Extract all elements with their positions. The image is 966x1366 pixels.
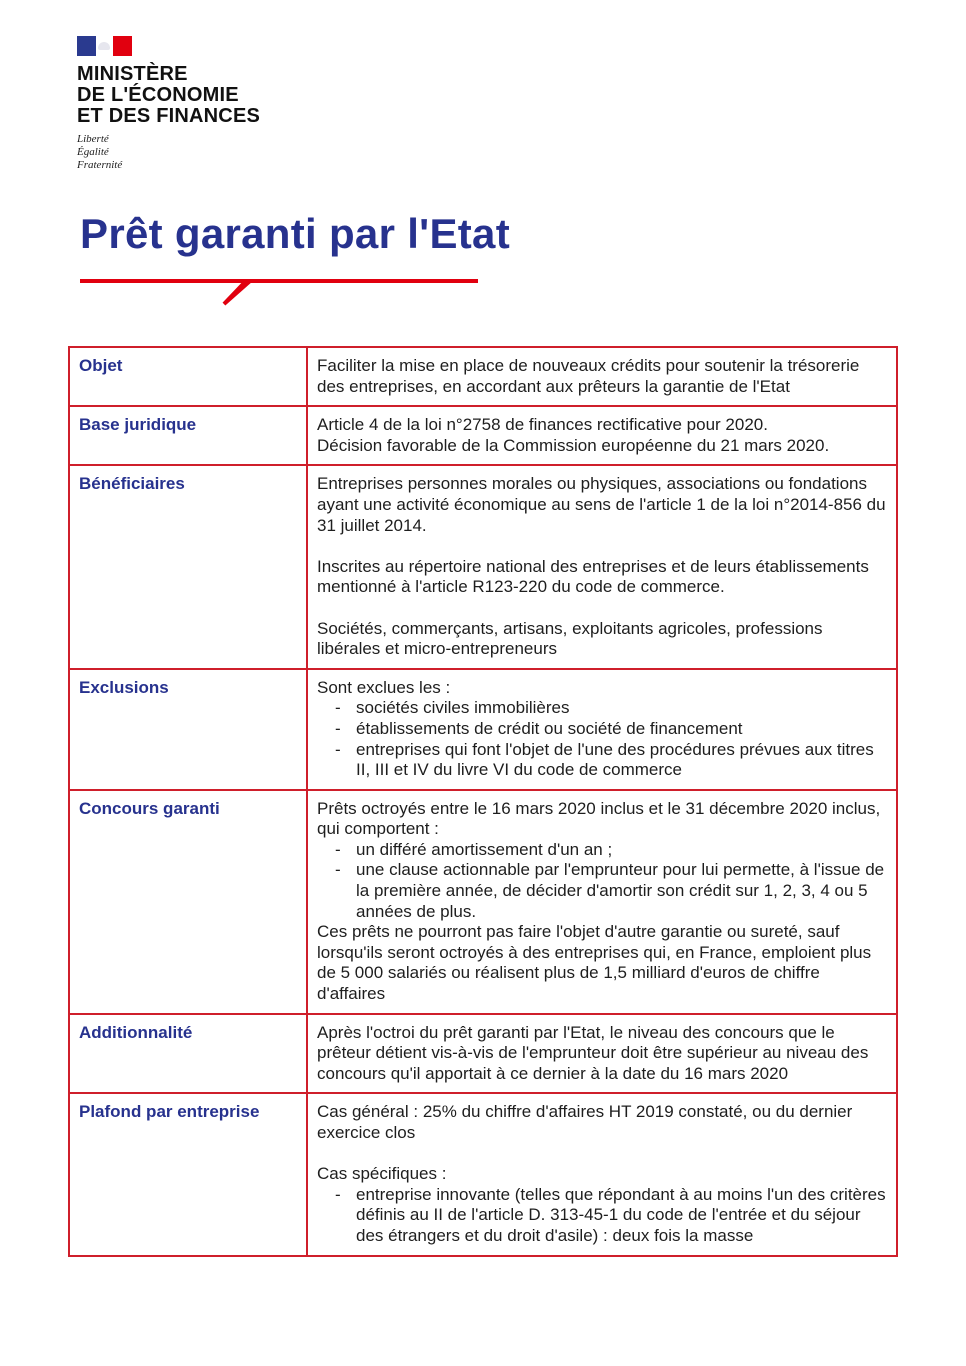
bullet-list (317, 840, 888, 922)
row-text: Après l'octroi du prêt garanti par l'Etat, le niveau des concours que le prêteur détient vis-à-vis de l'emprunteur doit être supérieur au niveau des concours qu'il apportait à ce dernier à la date du 16 mars 2020 (317, 1022, 869, 1083)
row-content (307, 406, 897, 465)
row-intro: Prêts octroyés entre le 16 mars 2020 inclus et le 31 décembre 2020 inclus, qui comportent : (317, 798, 881, 839)
row-additionnalite (69, 1014, 897, 1094)
row-content (307, 347, 897, 406)
row-exclusions (69, 669, 897, 790)
ministry-logo (77, 36, 260, 172)
list-item: - entreprises qui font l'objet de l'une des procédures prévues aux titres II, III et IV du livre VI du code de commerce (317, 740, 888, 781)
row-label: Concours garanti (69, 790, 307, 1014)
title-underline-icon (80, 276, 480, 308)
row-label: Base juridique (69, 406, 307, 465)
row-label: Bénéficiaires (69, 465, 307, 668)
row-label: Exclusions (69, 669, 307, 790)
row-text: Article 4 de la loi n°2758 de finances rectificative pour 2020. (317, 415, 768, 435)
row-text: Décision favorable de la Commission européenne du 21 mars 2020. (317, 435, 830, 455)
page-title: Prêt garanti par l'Etat (80, 210, 510, 257)
list-item: - une clause actionnable par l'emprunteur pour lui permette, à l'issue de la première année, de décider d'amortir son crédit sur 1, 2, 3, 4 ou 5 années de plus. (317, 860, 888, 922)
row-plafond (69, 1093, 897, 1255)
row-label: Plafond par entreprise (69, 1093, 307, 1255)
list-item: - entreprise innovante (telles que répondant à au moins l'un des critères définis au II de l'article D. 313-45-1 du code de l'entrée et du séjour des étrangers et du droit d'asile) : deux fois la masse (317, 1185, 888, 1247)
row-text: Entreprises personnes morales ou physiques, associations ou fondations ayant une activité économique au sens de l'article 1 de la loi n°2014-856 du 31 juillet 2014. (317, 474, 886, 535)
row-text: Cas spécifiques : (317, 1164, 447, 1184)
row-outro: Ces prêts ne pourront pas faire l'objet d'autre garantie ou sureté, sauf lorsqu'ils seront octroyés à des entreprises qui, en France, emploient plus de 5 000 salariés ou réalisent plus de 1,5 milliard d'euros de chiffre d'affaires (317, 922, 872, 1004)
row-objet (69, 347, 897, 406)
list-item: - un différé amortissement d'un an ; (317, 840, 888, 861)
row-text: Sociétés, commerçants, artisans, exploitants agricoles, professions libérales et micro-entrepreneurs (317, 618, 823, 659)
row-content (307, 1093, 897, 1255)
list-item: - établissements de crédit ou société de financement (317, 719, 888, 740)
row-text: Inscrites au répertoire national des entreprises et de leurs établissements mentionné à l'article R123-220 du code de commerce. (317, 556, 869, 597)
republic-motto: Liberté Égalité Fraternité (77, 133, 123, 171)
row-base-juridique (69, 406, 897, 465)
row-label: Additionnalité (69, 1014, 307, 1094)
row-content (307, 669, 897, 790)
row-concours-garanti (69, 790, 897, 1014)
ministry-name: MINISTÈRE DE L'ÉCONOMIE ET DES FINANCES (77, 63, 261, 127)
row-intro: Sont exclues les : (317, 677, 451, 697)
list-item: - sociétés civiles immobilières (317, 698, 888, 719)
row-beneficiaires (69, 465, 897, 668)
bullet-list (317, 1185, 888, 1247)
info-table (68, 346, 898, 1257)
bullet-list (317, 698, 888, 780)
row-label: Objet (69, 347, 307, 406)
row-text: Cas général : 25% du chiffre d'affaires HT 2019 constaté, ou du dernier exercice clos (317, 1102, 853, 1142)
row-text: Faciliter la mise en place de nouveaux crédits pour soutenir la trésorerie des entreprises, en accordant aux prêteurs la garantie de l'Etat (317, 356, 860, 396)
marianne-flag-icon (77, 36, 132, 56)
row-content (307, 790, 897, 1014)
row-content (307, 1014, 897, 1094)
row-content (307, 465, 897, 668)
